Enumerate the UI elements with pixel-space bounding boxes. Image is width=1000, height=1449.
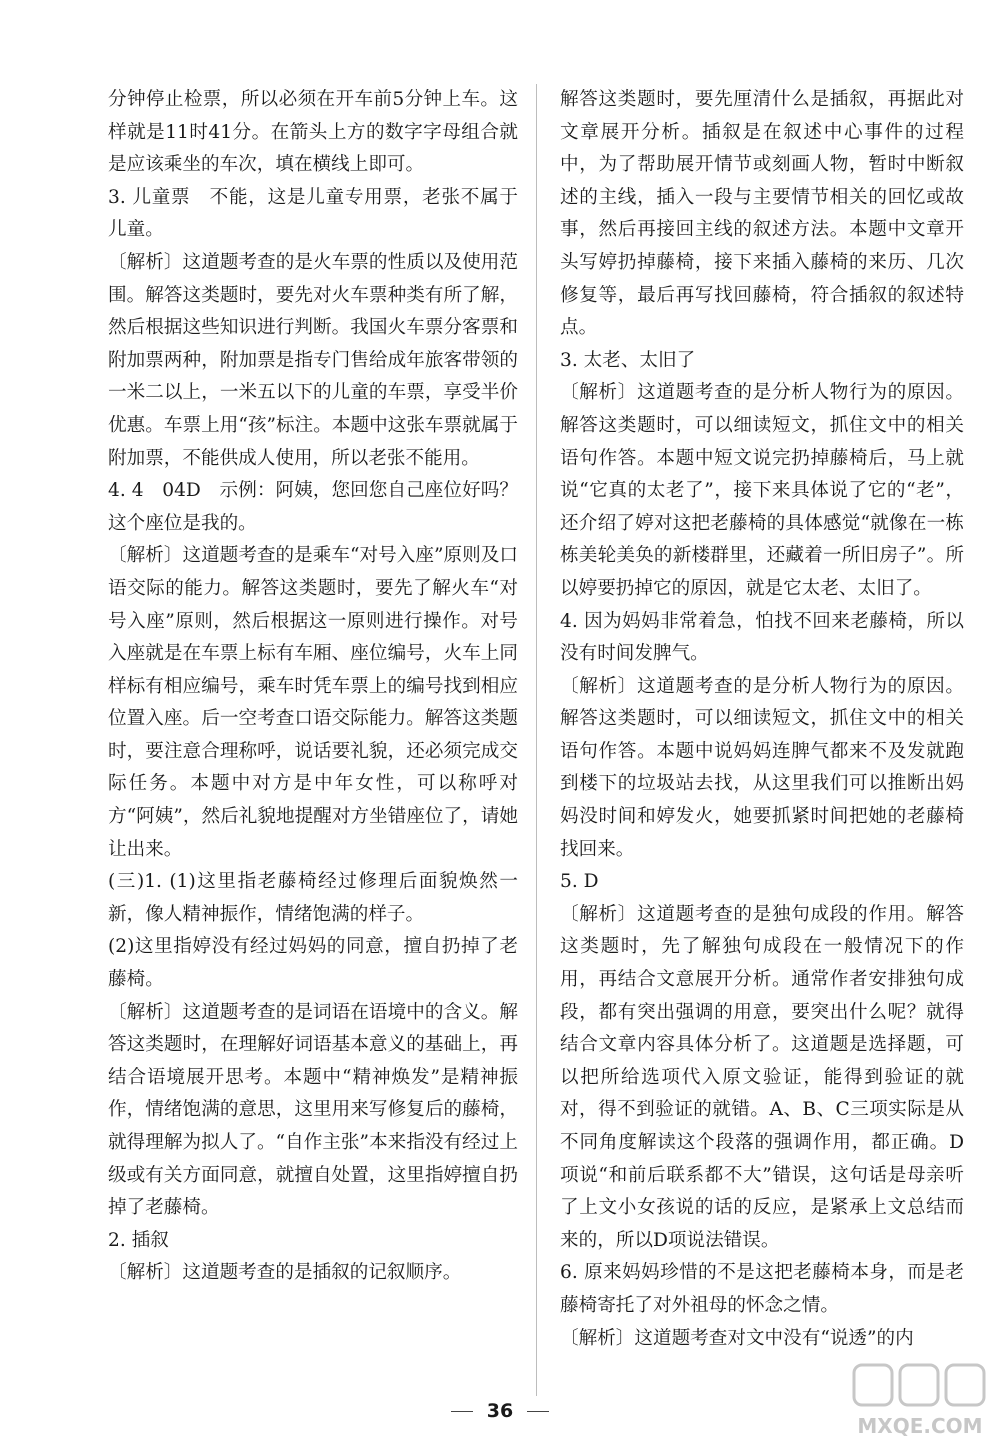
- paragraph: 分钟停止检票，所以必须在开车前5分钟上车。这样就是11时41分。在箭头上方的数字字母组合就是应该乘坐的车次，填在横线上即可。: [108, 89, 518, 176]
- answer-item: 4. 因为妈妈非常着急，怕找不回来老藤椅，所以没有时间发脾气。: [560, 610, 964, 665]
- analysis-paragraph: 〔解析〕这道题考查的是词语在语境中的含义。解答这类题时，在理解好词语基本意义的基础上，再结合语境展开思考。本题中“精神焕发”是精神振作，情绪饱满的意思，这里用来写修复后的藤椅，就得理解为拟人了。“自作主张”本来指没有经过上级或有关方面同意，就擅自处置，这里指婷擅自扔掉了老藤椅。: [108, 1001, 518, 1219]
- answer-item: 5. D: [560, 871, 599, 893]
- analysis-paragraph: 〔解析〕这道题考查的是分析人物行为的原因。解答这类题时，可以细读短文，抓住文中的相关语句作答。本题中说妈妈连脾气都来不及发就跑到楼下的垃圾站去找，从这里我们可以推断出妈妈没时间和婷发火，她要抓紧时间把她的老藤椅找回来。: [560, 675, 964, 860]
- watermark-logo-icon: [850, 1359, 990, 1441]
- answer-item: (2)这里指婷没有经过妈妈的同意，擅自扔掉了老藤椅。: [108, 936, 518, 991]
- answer-item: 3. 太老、太旧了: [560, 349, 696, 371]
- svg-text:MXQE.COM: MXQE.COM: [857, 1414, 983, 1438]
- answer-item: 4. 4 04D 示例：阿姨，您回您自己座位好吗？这个座位是我的。: [108, 480, 518, 534]
- footer-dash: [527, 1411, 549, 1412]
- answer-item: (三)1. (1)这里指老藤椅经过修理后面貌焕然一新，像人精神振作，情绪饱满的样子。: [108, 871, 518, 925]
- right-column: [560, 84, 964, 1355]
- analysis-paragraph: 〔解析〕这道题考查的是独句成段的作用。解答这类题时，先了解独句成段在一般情况下的作用，再结合文意展开分析。通常作者安排独句成段，都有突出强调的用意，要突出什么呢？就得结合文章内容具体分析了。这道题是选择题，可以把所给选项代入原文验证，能得到验证的就对，得不到验证的就错。A、B、C三项实际是从不同角度解读这个段落的强调作用，都正确。D项说“和前后联系都不大”错误，这句话是母亲听了上文小女孩说的话的反应，是紧承上文总结而来的，所以D项说法错误。: [560, 903, 964, 1251]
- answer-item: 3. 儿童票 不能，这是儿童专用票，老张不属于儿童。: [108, 186, 518, 241]
- answer-item: 6. 原来妈妈珍惜的不是这把老藤椅本身，而是老藤椅寄托了对外祖母的怀念之情。: [560, 1262, 964, 1316]
- analysis-paragraph: 〔解析〕这道题考查的是乘车“对号入座”原则及口语交际的能力。解答这类题时，要先了解火车“对号入座”原则，然后根据这一原则进行操作。对号入座就是在车票上标有车厢、座位编号，火车上同样标有相应编号，乘车时凭车票上的编号找到相应位置入座。后一空考查口语交际能力。解答这类题时，要注意合理称呼，说话要礼貌，还必须完成交际任务。本题中对方是中年女性，可以称呼对方“阿姨”，然后礼貌地提醒对方坐错座位了，请她让出来。: [108, 545, 518, 860]
- paragraph: 解答这类题时，要先厘清什么是插叙，再据此对文章展开分析。插叙是在叙述中心事件的过程中，为了帮助展开情节或刻画人物，暂时中断叙述的主线，插入一段与主要情节相关的回忆或故事，然后再接回主线的叙述方法。本题中文章开头写婷扔掉藤椅，接下来插入藤椅的来历、几次修复等，最后再写找回藤椅，符合插叙的叙述特点。: [560, 89, 964, 339]
- analysis-paragraph: 〔解析〕这道题考查的是分析人物行为的原因。解答这类题时，可以细读短文，抓住文中的相关语句作答。本题中短文说完扔掉藤椅后，马上就说“它真的太老了”，接下来具体说了它的“老”，还介绍了婷对这把老藤椅的具体感觉“就像在一栋栋美轮美奂的新楼群里，还藏着一所旧房子”。所以婷要扔掉它的原因，就是它太老、太旧了。: [560, 382, 964, 599]
- column-divider: [536, 84, 537, 1396]
- analysis-paragraph: 〔解析〕这道题考查的是插叙的记叙顺序。: [108, 1262, 462, 1284]
- page-number: 36: [486, 1400, 514, 1422]
- answer-item: 2. 插叙: [108, 1229, 169, 1251]
- left-column: [108, 84, 518, 1290]
- footer-dash: [451, 1411, 473, 1412]
- analysis-paragraph: 〔解析〕这道题考查的是火车票的性质以及使用范围。解答这类题时，要先对火车票种类有所了解，然后根据这些知识进行判断。我国火车票分客票和附加票两种，附加票是指专门售给成年旅客带领的一米二以上，一米五以下的儿童的车票，享受半价优惠。车票上用“孩”标注。本题中这张车票就属于附加票，不能供成人使用，所以老张不能用。: [108, 251, 518, 469]
- analysis-paragraph: 〔解析〕这道题考查对文中没有“说透”的内: [560, 1327, 914, 1349]
